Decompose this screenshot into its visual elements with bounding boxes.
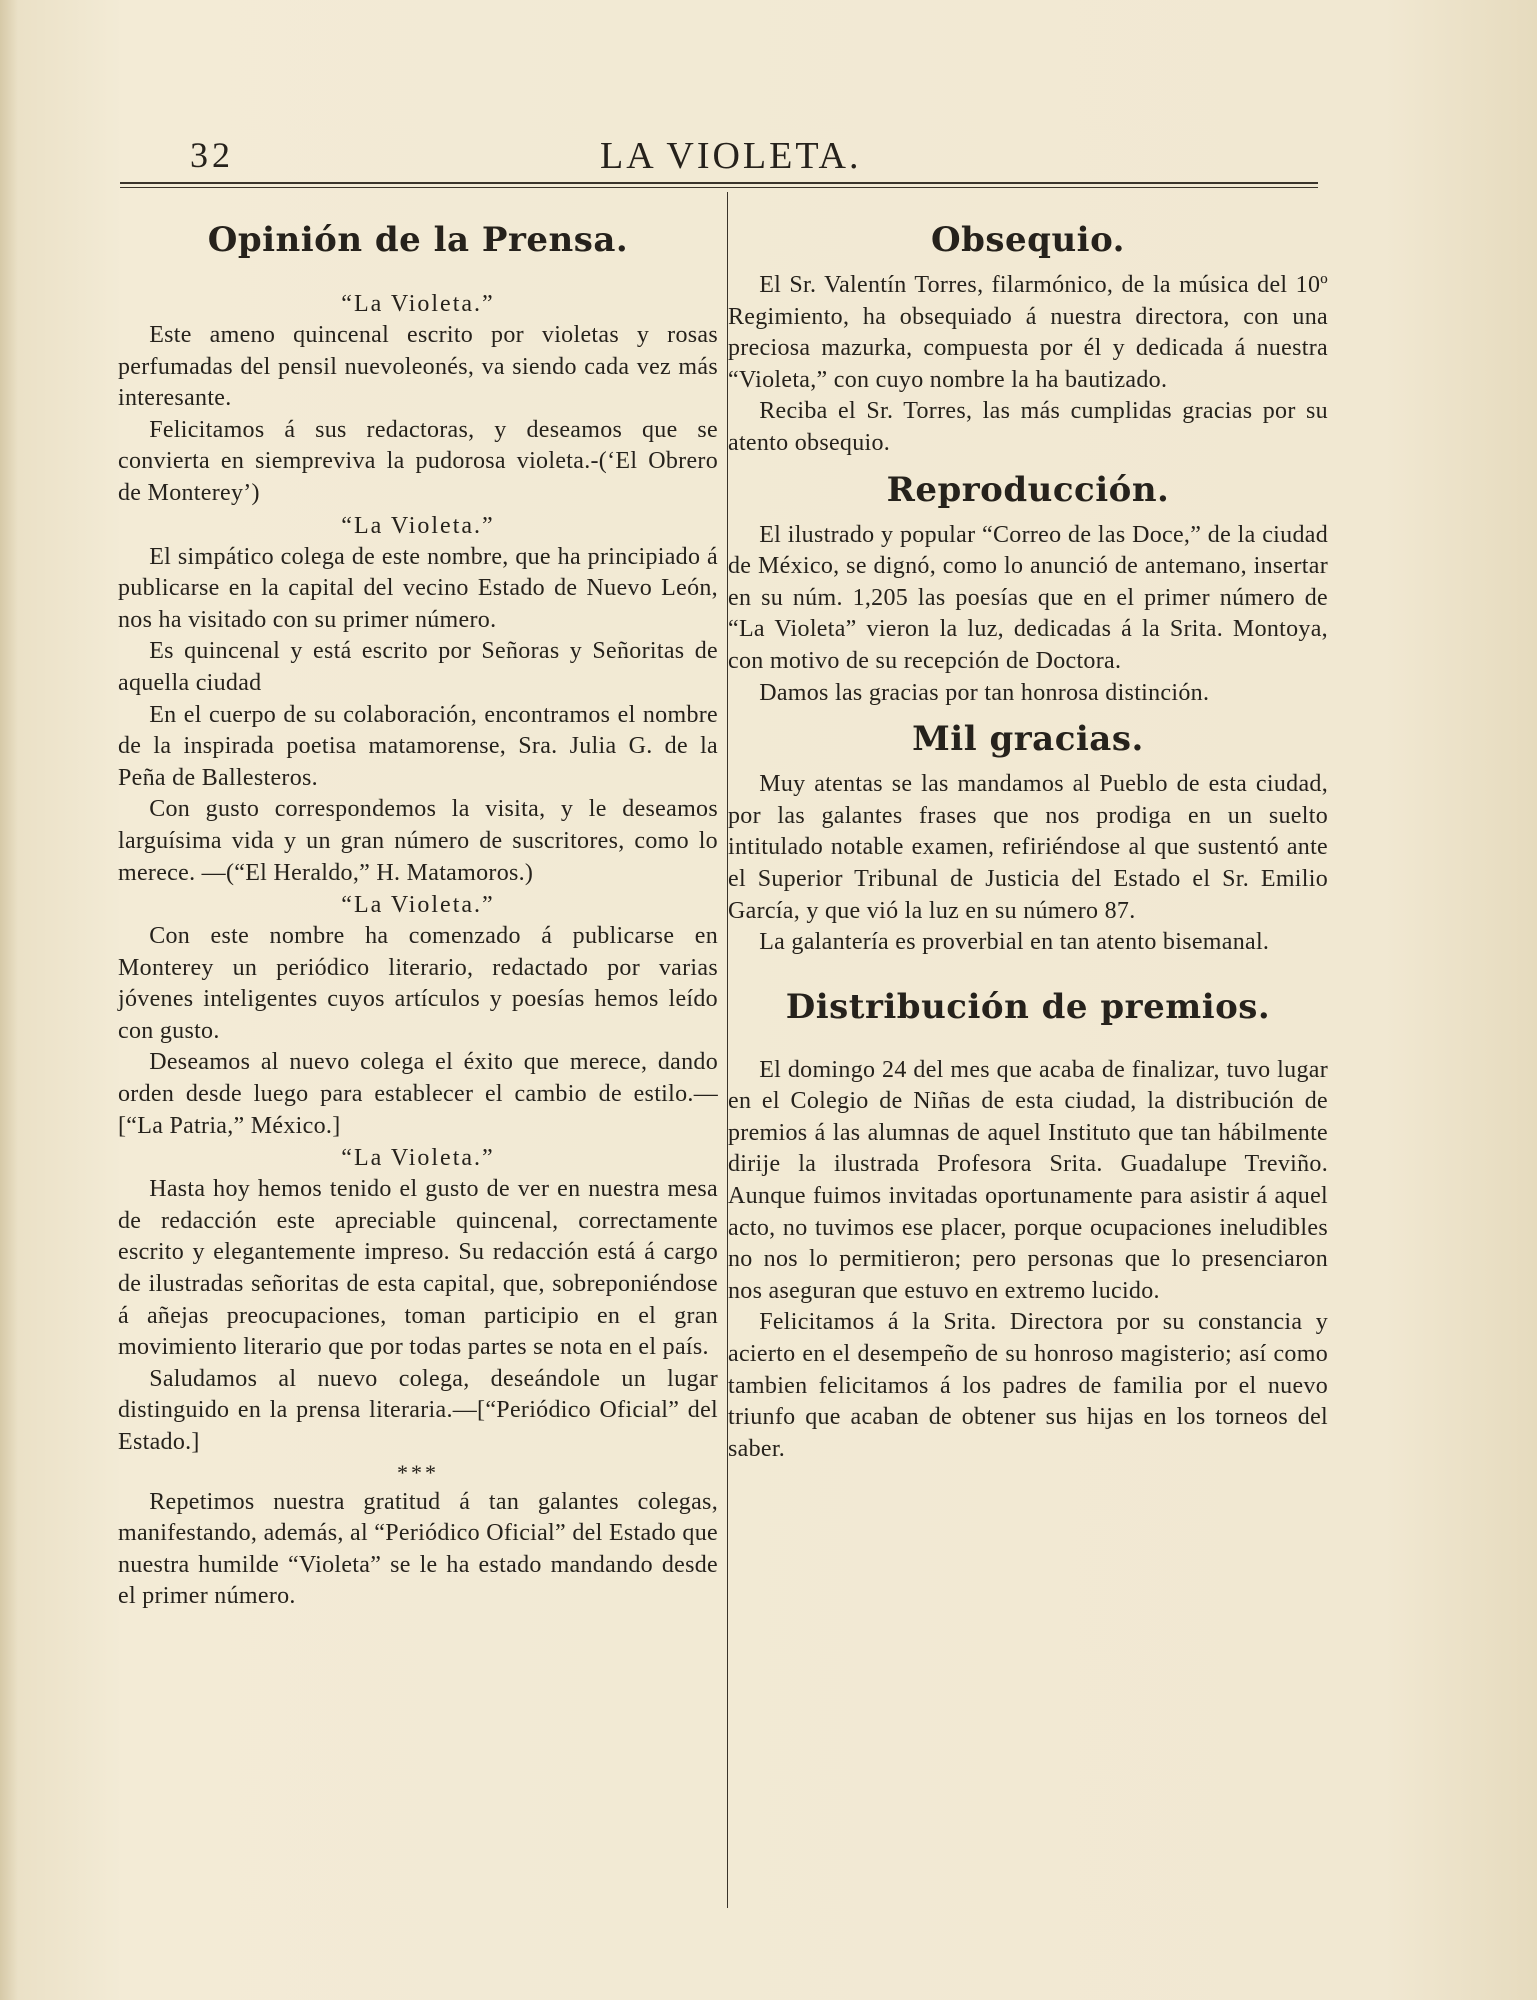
subhead-la-violeta-3: “La Violeta.”: [341, 892, 495, 919]
paragraph: Saludamos al nuevo colega, deseándole un lugar distinguido en la prensa literaria.—[“Periódico Oficial” del Estado.]: [118, 1365, 718, 1455]
section-title-opinion: Opinión de la Prensa.: [207, 220, 629, 260]
section-title-obsequio: Obsequio.: [931, 220, 1125, 260]
paragraph: Felicitamos á sus redactoras, y deseamos que se convierta en siempreviva la pudorosa violeta.-(‘El Obrero de Monterey’): [118, 416, 718, 506]
paragraph: El ilustrado y popular “Correo de las Doce,” de la ciudad de México, se dignó, como lo anunció de antemano, insertar en su núm. 1,205 las poesías que en el primer número de “La Violeta” vieron la luz, dedicadas á la Srita. Montoya, con motivo de su recepción de Doctora.: [728, 521, 1328, 674]
page-header: [120, 128, 1320, 178]
paragraph: En el cuerpo de su colaboración, encontramos el nombre de la inspirada poetisa matamorense, Sra. Julia G. de la Peña de Ballesteros.: [118, 701, 718, 791]
section-title-mil-gracias: Mil gracias.: [912, 719, 1144, 760]
asterism: ***: [397, 1459, 439, 1485]
spacer: [118, 270, 718, 288]
paragraph: Hasta hoy hemos tenido el gusto de ver en nuestra mesa de redacción este apreciable quincenal, correctamente escrito y elegantemente impreso. Su redacción está á cargo de ilustradas señoritas de esta capital, que, sobreponiéndose á añejas preocupaciones, toman participio en el gran movimiento literario que por todas partes se nota en el país.: [118, 1176, 718, 1361]
paragraph: Felicitamos á la Srita. Directora por su constancia y acierto en el desempeño de su honroso magisterio; así como tambien felicitamos á los padres de familia por el nuevo triunfo que acaban de obtener sus hijas en los torneos del saber.: [728, 1309, 1328, 1462]
page-number: 32: [190, 135, 234, 175]
journal-title: LA VIOLETA.: [600, 135, 862, 177]
subhead-la-violeta-2: “La Violeta.”: [341, 512, 495, 539]
subhead-la-violeta-1: “La Violeta.”: [341, 291, 495, 317]
page-binding-shadow: [0, 0, 18, 2000]
paragraph: La galantería es proverbial en tan atento bisemanal.: [759, 929, 1270, 956]
header-rule-thin: [120, 187, 1318, 188]
left-column: [118, 210, 718, 1613]
paragraph: Con gusto correspondemos la visita, y le deseamos larguísima vida y un gran número de suscritores, como lo merece. —(“El Heraldo,” H. Matamoros.): [118, 796, 718, 886]
paragraph: El Sr. Valentín Torres, filarmónico, de la música del 10º Regimiento, ha obsequiado á nuestra directora, con una preciosa mazurka, compuesta por él y dedicada á nuestra “Violeta,” con cuyo nombre la ha bautizado.: [728, 272, 1328, 393]
paragraph: Reciba el Sr. Torres, las más cumplidas gracias por su atento obsequio.: [728, 398, 1328, 456]
paragraph: Deseamos al nuevo colega el éxito que merece, dando orden desde luego para establecer el cambio de estilo.—[“La Patria,” México.]: [118, 1049, 718, 1139]
paragraph: Este ameno quincenal escrito por violetas y rosas perfumadas del pensil nuevoleonés, va siendo cada vez más interesante.: [118, 322, 718, 412]
section-title-distribucion-premios: Distribución de premios.: [785, 986, 1271, 1027]
section-title-reproduccion: Reproducción.: [886, 469, 1170, 510]
paragraph: El simpático colega de este nombre, que ha principiado á publicarse en la capital del vecino Estado de Nuevo León, nos ha visitado con su primer número.: [118, 543, 718, 633]
paragraph: Damos las gracias por tan honrosa distinción.: [759, 679, 1210, 706]
paragraph: El domingo 24 del mes que acaba de finalizar, tuvo lugar en el Colegio de Niñas de esta ciudad, la distribución de premios á las alumnas de aquel Instituto que tan hábilmente dirije la ilustrada Profesora Srita. Guadalupe Treviño. Aunque fuimos invitadas oportunamente para asistir á aquel acto, no tuvimos ese placer, porque ocupaciones ineludibles no nos lo permitieron; pero personas que lo presenciaron nos aseguran que estuvo en extremo lucido.: [728, 1056, 1328, 1304]
spacer: [728, 959, 1328, 977]
subhead-la-violeta-4: “La Violeta.”: [341, 1145, 495, 1172]
spacer: [728, 1037, 1328, 1055]
header-rule: [120, 182, 1318, 184]
paragraph: Repetimos nuestra gratitud á tan galantes colegas, manifestando, además, al “Periódico Oficial” del Estado que nuestra humilde “Violeta” se le ha estado mandando desde el primer número.: [118, 1488, 718, 1610]
paragraph: Es quincenal y está escrito por Señoras y Señoritas de aquella ciudad: [118, 638, 718, 696]
paragraph: Con este nombre ha comenzado á publicarse en Monterey un periódico literario, redactado por varias jóvenes inteligentes cuyos artículos y poesías hemos leído con gusto.: [118, 923, 718, 1044]
right-column: [728, 210, 1328, 1465]
paragraph: Muy atentas se las mandamos al Pueblo de esta ciudad, por las galantes frases que nos prodiga en un suelto intitulado notable examen, refiriéndose al que sustentó ante el Superior Tribunal de Justicia del Estado el Sr. Emilio García, y que vió la luz en su número 87.: [728, 771, 1328, 924]
